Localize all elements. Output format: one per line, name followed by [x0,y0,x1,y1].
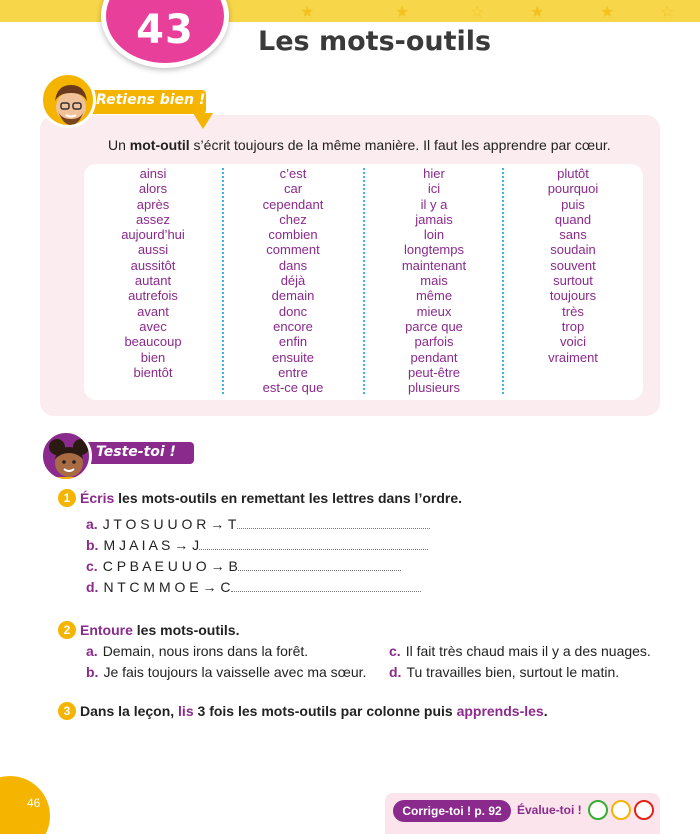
scrambled-word: M J A I A S → J [103,537,200,553]
tool-word: souvent [550,257,596,273]
evaluation-circle-orange[interactable] [611,800,631,820]
tool-word: maintenant [401,257,467,273]
tool-word: pendant [410,349,458,365]
answer-line[interactable] [199,538,428,550]
word-column-4 [504,166,642,365]
star-icon: ★ [530,2,545,21]
tool-word: comment [266,242,320,258]
exercise-3-text: . [543,703,548,719]
exercise-1-verb: Écris [80,490,115,506]
exercise-2-text: les mots-outils. [132,622,240,638]
retiens-bien-text: Retiens bien ! [96,92,206,108]
scrambled-word: N T C M M O E → C [103,579,231,595]
tool-word: donc [278,303,308,319]
exercise-3-text: Dans la leçon, [80,703,179,719]
exercise-1-item-c [86,558,401,574]
exercise-3-number: 3 [58,702,76,720]
rule-keyword: mot-outil [129,137,190,153]
exercise-1-item-a [86,516,430,532]
tool-word: autrefois [128,288,178,304]
word-column-2 [224,166,362,395]
exercise-2-sentence-a[interactable] [86,643,308,659]
exercise-3-instruction [80,703,548,719]
tool-word: combien [268,227,318,243]
tool-word: soudain [550,242,596,258]
tool-word: plusieurs [407,380,461,396]
exercise-1-instruction [80,490,462,506]
item-letter: a. [86,516,98,532]
star-icon: ★ [300,2,315,21]
tool-word: trop [561,318,585,334]
corrige-toi-button[interactable]: Corrige-toi ! p. 92 [393,800,511,822]
exercise-1-number: 1 [58,489,76,507]
tool-word: quand [554,211,592,227]
tool-word: parfois [414,334,454,350]
exercise-3-verb-apprends: apprends-les [456,703,544,719]
exercise-2-number: 2 [58,621,76,639]
tool-word: pourquoi [547,181,599,197]
star-icon: ★ [600,2,615,21]
rule-text-start: Un [108,137,130,153]
exercise-1-item-d [86,579,421,595]
tool-word: assez [136,211,170,227]
item-letter: c. [389,643,401,659]
tool-word: loin [423,227,445,243]
sentence-text[interactable]: Demain, nous irons dans la forêt. [102,643,309,659]
answer-line[interactable] [238,559,401,571]
tag-arrow-icon [193,113,213,129]
item-letter: d. [86,579,99,595]
word-column-1 [84,166,222,380]
tool-word: cependant [262,196,324,212]
star-icon: ☆ [470,2,485,21]
exercise-3-verb-lis: lis [178,703,194,719]
answer-line[interactable] [231,580,421,592]
teacher-avatar-icon [40,72,96,128]
evalue-toi-label: Évalue-toi ! [517,803,582,817]
tool-word: vraiment [548,349,598,365]
tool-word: encore [273,318,313,334]
star-icon: ☆ [660,2,675,21]
tool-word: bien [140,349,166,365]
tool-word: après [136,196,170,212]
tool-word: plutôt [557,166,589,181]
tool-word: longtemps [404,242,464,258]
tool-word: toujours [549,288,597,304]
evaluation-circle-green[interactable] [588,800,608,820]
sentence-text[interactable]: Je fais toujours la vaisselle avec ma sœur. [103,664,367,680]
item-letter: b. [86,537,99,553]
tool-word: autant [134,273,172,289]
tool-word: beaucoup [124,334,182,350]
word-list-box [84,164,643,400]
exercise-2-sentence-b[interactable] [86,664,366,680]
item-letter: b. [86,664,99,680]
tool-word: très [562,303,584,319]
tool-word: entre [278,364,308,380]
word-column-3 [365,166,503,395]
teste-toi-label [84,442,194,464]
exercise-3-text: 3 fois les mots-outils par colonne puis [193,703,457,719]
tool-word: jamais [415,211,453,227]
tool-word: c’est [279,166,307,181]
tool-word: dans [278,257,308,273]
tool-word: parce que [405,318,463,334]
tool-word: mais [420,273,448,289]
tool-word: ici [427,181,441,197]
tool-word: surtout [553,273,593,289]
exercise-2-verb: Entoure [80,622,133,638]
tool-word: sans [559,227,587,243]
tool-word: hier [423,166,445,181]
scrambled-word: J T O S U U O R → T [102,516,237,532]
tool-word: chez [279,211,307,227]
item-letter: a. [86,643,98,659]
tool-word: peut-être [407,364,461,380]
exercise-1-item-b [86,537,428,553]
sentence-text[interactable]: Tu travailles bien, surtout le matin. [406,664,620,680]
tool-word: demain [271,288,315,304]
tool-word: il y a [420,196,448,212]
item-letter: c. [86,558,98,574]
teste-toi-text: Teste-toi ! [96,444,176,460]
tool-word: aujourd’hui [121,227,185,243]
tool-word: puis [561,196,585,212]
tool-word: aussitôt [130,257,176,273]
student-avatar-icon [40,430,92,482]
exercise-1-text: les mots-outils en remettant les lettres dans l’ordre. [114,490,463,506]
exercise-2-sentence-c[interactable] [389,643,651,659]
tool-word: mieux [416,303,452,319]
page-title: Les mots-outils [258,26,492,57]
item-letter: d. [389,664,402,680]
exercise-2-instruction [80,622,239,638]
lesson-number: 43 [136,7,194,53]
exercise-2-sentence-d[interactable] [389,664,619,680]
tool-word: bientôt [133,364,173,380]
sentence-text[interactable]: Il fait très chaud mais il y a des nuages. [405,643,651,659]
tool-word: voici [559,334,586,350]
lesson-number-badge [101,0,229,68]
tool-word: même [415,288,453,304]
scrambled-word: C P B A E U U O → B [102,558,238,574]
retiens-bien-label [86,90,206,114]
answer-line[interactable] [237,517,430,529]
page-corner [0,776,50,834]
tool-word: aussi [137,242,169,258]
rule-text [108,137,611,153]
tool-word: avec [139,318,167,334]
tool-word: ensuite [272,349,314,365]
page-number: 46 [27,796,41,810]
star-icon: ★ [395,2,410,21]
rule-text-end: s’écrit toujours de la même manière. Il faut les apprendre par cœur. [189,137,611,153]
tool-word: alors [138,181,168,197]
evaluation-circle-red[interactable] [634,800,654,820]
tool-word: déjà [280,273,306,289]
tool-word: avant [137,303,169,319]
tool-word: enfin [278,334,308,350]
tool-word: est-ce que [262,380,324,396]
tool-word: ainsi [139,166,167,181]
tool-word: car [283,181,303,197]
